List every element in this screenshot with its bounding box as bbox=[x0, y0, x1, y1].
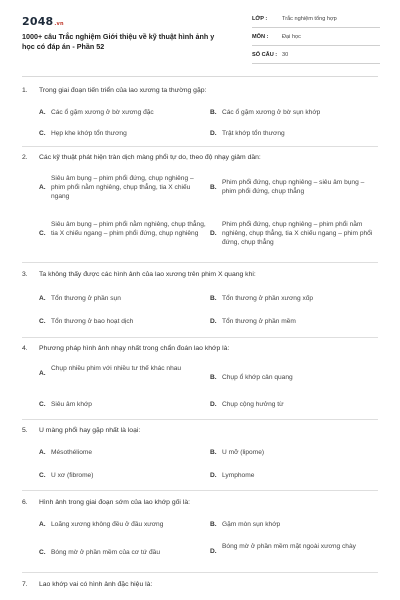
logo-suffix: .vn bbox=[54, 21, 64, 27]
question-text: Ta không thấy được các hình ảnh của lao xương trên phim X quang khi: bbox=[39, 271, 256, 278]
question-number: 3. bbox=[22, 271, 28, 278]
option-text: Siêu âm khớp bbox=[51, 401, 92, 408]
question-text: U màng phổi hay gặp nhất là loại: bbox=[39, 427, 141, 434]
option-text: Tổn thương ở phần sụn bbox=[51, 295, 121, 302]
logo-text: 2048 bbox=[22, 15, 54, 28]
option-text: U xơ (fibrome) bbox=[51, 472, 94, 479]
question-text: Hình ảnh trong giai đoạn sớm của lao khớp gối là: bbox=[39, 499, 190, 506]
question-separator bbox=[22, 572, 378, 573]
option-text: Các ổ gặm xương ở bờ xương đặc bbox=[51, 109, 154, 116]
option-label: B. bbox=[210, 449, 217, 456]
question-text: Trong giai đoạn tiến triển của lao xương ta thường gặp: bbox=[39, 87, 207, 94]
question-text: Các kỹ thuật phát hiện tràn dịch màng phổi tự do, theo độ nhạy giảm dần: bbox=[39, 154, 261, 161]
option-label: C. bbox=[39, 230, 46, 237]
option-label: A. bbox=[39, 295, 46, 302]
meta-row-class bbox=[252, 13, 380, 28]
option-text: Các ổ gặm xương ở bờ sụn khớp bbox=[222, 109, 321, 116]
meta-key: SỐ CÂU : bbox=[252, 52, 278, 58]
option-label: D. bbox=[210, 230, 217, 237]
question-text: Phương pháp hình ảnh nhạy nhất trong chẩn đoán lao khớp là: bbox=[39, 345, 230, 352]
question bbox=[22, 580, 378, 596]
question-number: 7. bbox=[22, 581, 28, 588]
option-label: D. bbox=[210, 472, 217, 479]
option-text: Trật khớp tổn thương bbox=[222, 130, 285, 137]
option-text: Chụp ổ khớp cản quang bbox=[222, 374, 293, 381]
option-text: Chụp cộng hưởng từ bbox=[222, 401, 284, 408]
site-logo[interactable] bbox=[22, 15, 64, 28]
option-label: A. bbox=[39, 184, 46, 191]
question bbox=[22, 270, 378, 336]
question-separator bbox=[22, 146, 378, 147]
question-number: 4. bbox=[22, 345, 28, 352]
option-text: Phim phổi đứng, chụp nghiêng – siêu âm bụng – phim phổi đứng, chụp thẳng bbox=[222, 179, 365, 195]
meta-value: Đại học bbox=[282, 34, 301, 40]
meta-row-count bbox=[252, 49, 380, 64]
question-separator bbox=[22, 337, 378, 338]
option-text: Gặm mòn sụn khớp bbox=[222, 521, 281, 528]
option-text: Mésothéliome bbox=[51, 449, 93, 456]
option-text: Lymphome bbox=[222, 472, 255, 479]
question bbox=[22, 498, 378, 573]
question bbox=[22, 153, 378, 263]
meta-box bbox=[252, 13, 380, 67]
option-text: Siêu âm bụng – phim phổi đứng, chụp nghiêng – phim phổi nằm nghiêng, chụp thẳng, tia X chiếu ngang bbox=[51, 175, 194, 200]
question-separator bbox=[22, 490, 378, 491]
option-label: B. bbox=[210, 109, 217, 116]
question-number: 5. bbox=[22, 427, 28, 434]
option-label: C. bbox=[39, 549, 46, 556]
question bbox=[22, 426, 378, 492]
option-label: D. bbox=[210, 548, 217, 555]
option-label: B. bbox=[210, 374, 217, 381]
option-label: B. bbox=[210, 521, 217, 528]
option-label: D. bbox=[210, 130, 217, 137]
question-separator bbox=[22, 262, 378, 263]
question-separator bbox=[22, 419, 378, 420]
meta-value: 30 bbox=[282, 52, 289, 58]
document-title: 1000+ câu Trắc nghiệm Giới thiệu về kỹ thuật hình ảnh y học có đáp án - Phần 52 bbox=[22, 32, 215, 51]
header-divider bbox=[22, 76, 378, 77]
option-label: A. bbox=[39, 521, 46, 528]
option-text: Tổn thương ở phần mềm bbox=[222, 318, 296, 325]
question bbox=[22, 344, 378, 422]
option-text: Phim phổi đứng, chụp nghiêng – phim phổi nằm nghiêng, chụp thẳng, tia X chiếu ngang – phim phổi đứng, chụp thẳng bbox=[222, 221, 373, 246]
option-label: B. bbox=[210, 184, 217, 191]
option-text: Loãng xương không đều ở đầu xương bbox=[51, 521, 164, 528]
meta-row-subject bbox=[252, 31, 380, 46]
option-label: C. bbox=[39, 401, 46, 408]
option-text: Tổn thương ở phần xương xốp bbox=[222, 295, 314, 302]
question-number: 6. bbox=[22, 499, 28, 506]
meta-value: Trắc nghiệm tổng hợp bbox=[282, 16, 337, 22]
option-label: D. bbox=[210, 401, 217, 408]
question-text: Lao khớp vai có hình ảnh đặc hiệu là: bbox=[39, 581, 153, 588]
option-label: C. bbox=[39, 130, 46, 137]
option-label: C. bbox=[39, 318, 46, 325]
option-label: A. bbox=[39, 370, 46, 377]
option-text: Hẹp khe khớp tổn thương bbox=[51, 130, 127, 137]
meta-key: LỚP : bbox=[252, 16, 268, 22]
option-text: Bóng mờ ở phần mềm mặt ngoài xương chày bbox=[222, 543, 356, 550]
option-label: B. bbox=[210, 295, 217, 302]
question-number: 1. bbox=[22, 87, 28, 94]
option-label: D. bbox=[210, 318, 217, 325]
option-text: Siêu âm bụng – phim phổi nằm nghiêng, chụp thẳng, tia X chiếu ngang – phim phổi đứng, chụp nghiêng bbox=[51, 221, 206, 237]
option-text: Bóng mờ ở phần mềm của cơ tứ đầu bbox=[51, 549, 161, 556]
document-header bbox=[0, 0, 400, 65]
option-label: C. bbox=[39, 472, 46, 479]
question-number: 2. bbox=[22, 154, 28, 161]
option-text: U mỡ (lipome) bbox=[222, 449, 265, 456]
option-label: A. bbox=[39, 109, 46, 116]
option-text: Chụp nhiều phim với nhiều tư thế khác nhau bbox=[51, 365, 182, 372]
option-label: A. bbox=[39, 449, 46, 456]
meta-key: MÔN : bbox=[252, 34, 269, 40]
option-text: Tổn thương ở bao hoạt dịch bbox=[51, 318, 134, 325]
